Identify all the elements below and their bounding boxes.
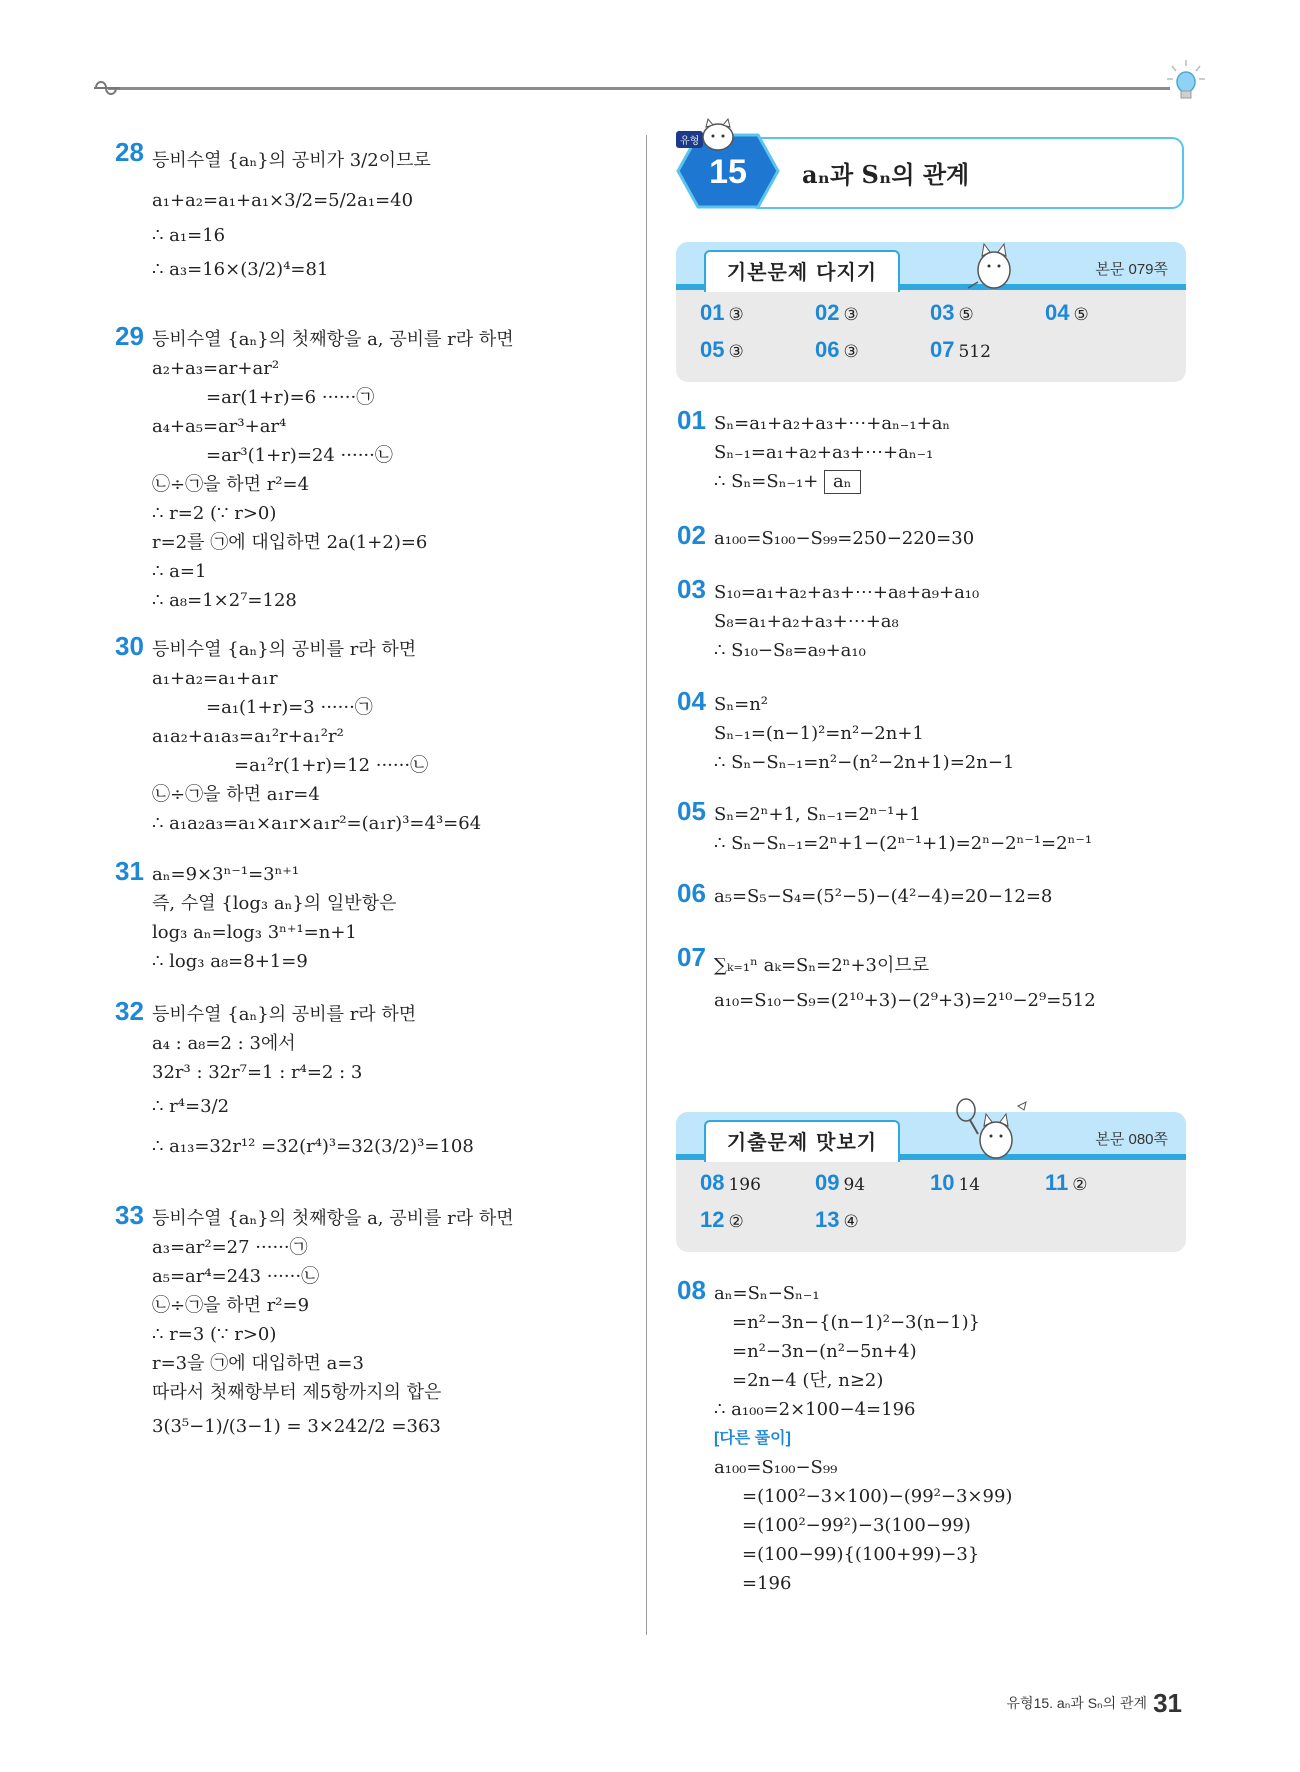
solution-line: =a₁(1+r)=3 ······㉠ — [206, 697, 373, 718]
answer-box-header — [676, 1112, 1186, 1160]
type-label: 유형 — [676, 131, 703, 148]
solution-line: 등비수열 {aₙ}의 첫째항을 a, 공비를 r라 하면 — [152, 1208, 514, 1229]
problem-number: 32 — [115, 996, 144, 1026]
page-footer — [1007, 1688, 1182, 1719]
solution-line: a₄ : a₈=2 : 3에서 — [152, 1033, 296, 1054]
solution-line: ∴ r=3 (∵ r>0) — [152, 1324, 277, 1345]
basic-answer-box — [676, 242, 1186, 382]
solution-line: a₁a₂+a₁a₃=a₁²r+a₁²r² — [152, 726, 344, 747]
solution-32 — [115, 996, 474, 1167]
cat-mascot-icon — [962, 236, 1024, 294]
solution-line: a₁₀₀=S₁₀₀−S₉₉=250−220=30 — [714, 528, 975, 549]
solution-line: 등비수열 {aₙ}의 공비를 r라 하면 — [152, 639, 417, 660]
problem-number: 29 — [115, 321, 144, 351]
svg-text:15: 15 — [709, 153, 747, 191]
solution-line: =(100²−99²)−3(100−99) — [742, 1515, 971, 1536]
solution-line: a₁+a₂=a₁+a₁×3/2=5/2a₁=40 — [152, 190, 414, 211]
solution-line: =(100²−3×100)−(99²−3×99) — [742, 1486, 1013, 1507]
solution-line: ∴ a₁=16 — [152, 225, 226, 246]
solution-04 — [677, 686, 1015, 777]
problem-number: 33 — [115, 1200, 144, 1230]
solution-line: =a₁²r(1+r)=12 ······㉡ — [234, 755, 429, 776]
solution-line: a₄+a₅=ar³+ar⁴ — [152, 416, 287, 437]
solution-03 — [677, 574, 980, 665]
solution-line: S₈=a₁+a₂+a₃+⋯+a₈ — [714, 611, 899, 632]
solution-line: ∴ Sₙ−Sₙ₋₁=2ⁿ+1−(2ⁿ⁻¹+1)=2ⁿ−2ⁿ⁻¹=2ⁿ⁻¹ — [714, 833, 1093, 854]
solution-line: Sₙ₋₁=(n−1)²=n²−2n+1 — [714, 723, 924, 744]
solution-29 — [115, 321, 514, 615]
solution-line: ∴ a₁a₂a₃=a₁×a₁r×a₁r²=(a₁r)³=4³=64 — [152, 813, 482, 834]
solution-line: ∴ a₈=1×2⁷=128 — [152, 590, 297, 611]
solution-line: 즉, 수열 {log₃ aₙ}의 일반항은 — [152, 893, 397, 914]
alternative-solution-label: [다른 풀이] — [714, 1430, 791, 1447]
solution-line: ∴ log₃ a₈=8+1=9 — [152, 951, 308, 972]
header-rule — [108, 87, 1170, 90]
footer-text: 유형15. aₙ과 Sₙ의 관계 — [1006, 1695, 1148, 1711]
answer-item: 05 ③ — [700, 337, 744, 362]
solution-01 — [677, 405, 951, 496]
solution-line: Sₙ=a₁+a₂+a₃+⋯+aₙ₋₁+aₙ — [714, 413, 951, 434]
solution-line: ∴ a₁₃=32r¹² =32(r⁴)³=32(3/2)³=108 — [152, 1136, 474, 1157]
answer-box-title: 기출문제 맛보기 — [704, 1120, 900, 1162]
solution-line: ∴ S₁₀−S₈=a₉+a₁₀ — [714, 640, 866, 661]
solution-line: ∴ a₃=16×(3/2)⁴=81 — [152, 259, 329, 280]
solution-line: a₃=ar²=27 ······㉠ — [152, 1237, 308, 1258]
solution-line: a₁₀₀=S₁₀₀−S₉₉ — [714, 1457, 838, 1478]
solution-07 — [677, 942, 1096, 1015]
solution-line: ㉡÷㉠을 하면 r²=4 — [152, 474, 310, 495]
answer-item: 09 94 — [815, 1170, 866, 1195]
problem-number: 28 — [115, 137, 144, 167]
solution-line: ∑ₖ₌₁ⁿ aₖ=Sₙ=2ⁿ+3이므로 — [714, 955, 930, 976]
solution-line: Sₙ₋₁=a₁+a₂+a₃+⋯+aₙ₋₁ — [714, 442, 934, 463]
exam-answer-box — [676, 1112, 1186, 1252]
answer-item: 04 ⑤ — [1045, 300, 1089, 325]
answer-item: 13 ④ — [815, 1207, 859, 1232]
solution-line: Sₙ=n² — [714, 694, 769, 715]
solution-line: log₃ aₙ=log₃ 3ⁿ⁺¹=n+1 — [152, 922, 357, 943]
solution-line: 3(3⁵−1)/(3−1) = 3×242/2 =363 — [152, 1416, 441, 1437]
solution-line: ∴ Sₙ=Sₙ₋₁+ aₙ — [714, 467, 950, 496]
cat-badminton-icon — [952, 1098, 1032, 1170]
solution-line: =n²−3n−(n²−5n+4) — [732, 1341, 917, 1362]
answer-item: 02 ③ — [815, 300, 859, 325]
solution-line: ∴ Sₙ−Sₙ₋₁=n²−(n²−2n+1)=2n−1 — [714, 752, 1015, 773]
solution-line: Sₙ=2ⁿ+1, Sₙ₋₁=2ⁿ⁻¹+1 — [714, 804, 921, 825]
solution-line: r=3을 ㉠에 대입하면 a=3 — [152, 1353, 364, 1374]
answer-item: 12 ② — [700, 1207, 744, 1232]
solution-line: =(100−99){(100+99)−3} — [742, 1544, 980, 1565]
problem-number: 03 — [677, 574, 706, 604]
solution-line: a₂+a₃=ar+ar² — [152, 358, 280, 379]
solution-line: =196 — [742, 1573, 792, 1594]
problem-number: 05 — [677, 796, 706, 826]
solution-line: 등비수열 {aₙ}의 공비가 3/2이므로 — [152, 150, 431, 171]
problem-number: 31 — [115, 856, 144, 886]
problem-number: 08 — [677, 1275, 706, 1305]
answer-item: 10 14 — [930, 1170, 981, 1195]
solution-line: =ar³(1+r)=24 ······㉡ — [206, 445, 393, 466]
solution-line: 따라서 첫째항부터 제5항까지의 합은 — [152, 1382, 442, 1403]
problem-number: 30 — [115, 631, 144, 661]
solution-33 — [115, 1200, 514, 1447]
problem-number: 07 — [677, 942, 706, 972]
solution-30 — [115, 631, 482, 838]
solution-line: a₁₀=S₁₀−S₉=(2¹⁰+3)−(2⁹+3)=2¹⁰−2⁹=512 — [714, 990, 1096, 1011]
solution-line: ∴ r=2 (∵ r>0) — [152, 503, 277, 524]
solution-line: 32r³ : 32r⁷=1 : r⁴=2 : 3 — [152, 1062, 363, 1083]
paper-clip-icon — [92, 76, 122, 100]
solution-line: aₙ=9×3ⁿ⁻¹=3ⁿ⁺¹ — [152, 864, 300, 885]
answer-item: 11 ② — [1045, 1170, 1088, 1195]
solution-line: aₙ=Sₙ−Sₙ₋₁ — [714, 1283, 820, 1304]
solution-line: ∴ r⁴=3/2 — [152, 1096, 230, 1117]
solution-line: S₁₀=a₁+a₂+a₃+⋯+a₈+a₉+a₁₀ — [714, 582, 980, 603]
answer-box-title: 기본문제 다지기 — [704, 250, 900, 292]
problem-number: 06 — [677, 878, 706, 908]
type-header — [676, 133, 1182, 209]
answer-item: 01 ③ — [700, 300, 744, 325]
solution-31 — [115, 856, 397, 976]
answer-item: 06 ③ — [815, 337, 859, 362]
solution-line: a₅=ar⁴=243 ······㉡ — [152, 1266, 320, 1287]
answer-grid — [676, 290, 1186, 374]
solution-02 — [677, 520, 975, 553]
light-bulb-icon — [1166, 58, 1206, 104]
solution-line: =n²−3n−{(n−1)²−3(n−1)} — [732, 1312, 981, 1333]
cat-mascot-icon — [698, 117, 738, 153]
type-title: aₙ과 Sₙ의 관계 — [802, 160, 970, 189]
column-divider — [646, 135, 647, 1635]
solution-line: ∴ a=1 — [152, 561, 207, 582]
solution-line: ㉡÷㉠을 하면 a₁r=4 — [152, 784, 320, 805]
solution-line: ∴ a₁₀₀=2×100−4=196 — [714, 1399, 916, 1420]
page-reference: 본문 079쪽 — [1095, 261, 1168, 278]
solution-line: ㉡÷㉠을 하면 r²=9 — [152, 1295, 310, 1316]
answer-item: 08 196 — [700, 1170, 761, 1195]
solution-line: 등비수열 {aₙ}의 첫째항을 a, 공비를 r라 하면 — [152, 329, 514, 350]
solution-line: a₅=S₅−S₄=(5²−5)−(4²−4)=20−12=8 — [714, 886, 1053, 907]
solution-06 — [677, 878, 1053, 911]
problem-number: 02 — [677, 520, 706, 550]
solution-line: r=2를 ㉠에 대입하면 2a(1+2)=6 — [152, 532, 428, 553]
page-reference: 본문 080쪽 — [1095, 1131, 1168, 1148]
page-number: 31 — [1153, 1688, 1182, 1718]
problem-number: 01 — [677, 405, 706, 435]
problem-number: 04 — [677, 686, 706, 716]
solution-line: 등비수열 {aₙ}의 공비를 r라 하면 — [152, 1004, 417, 1025]
solution-08 — [677, 1275, 1013, 1598]
solution-line: =2n−4 (단, n≥2) — [732, 1370, 884, 1391]
solution-line: a₁+a₂=a₁+a₁r — [152, 668, 278, 689]
answer-blank-box: aₙ — [824, 470, 861, 494]
answer-item: 03 ⑤ — [930, 300, 974, 325]
answer-item: 07 512 — [930, 337, 991, 362]
solution-05 — [677, 796, 1093, 858]
answer-grid — [676, 1160, 1186, 1244]
answer-box-header — [676, 242, 1186, 290]
solution-line: =ar(1+r)=6 ······㉠ — [206, 387, 375, 408]
solution-28 — [115, 137, 431, 290]
